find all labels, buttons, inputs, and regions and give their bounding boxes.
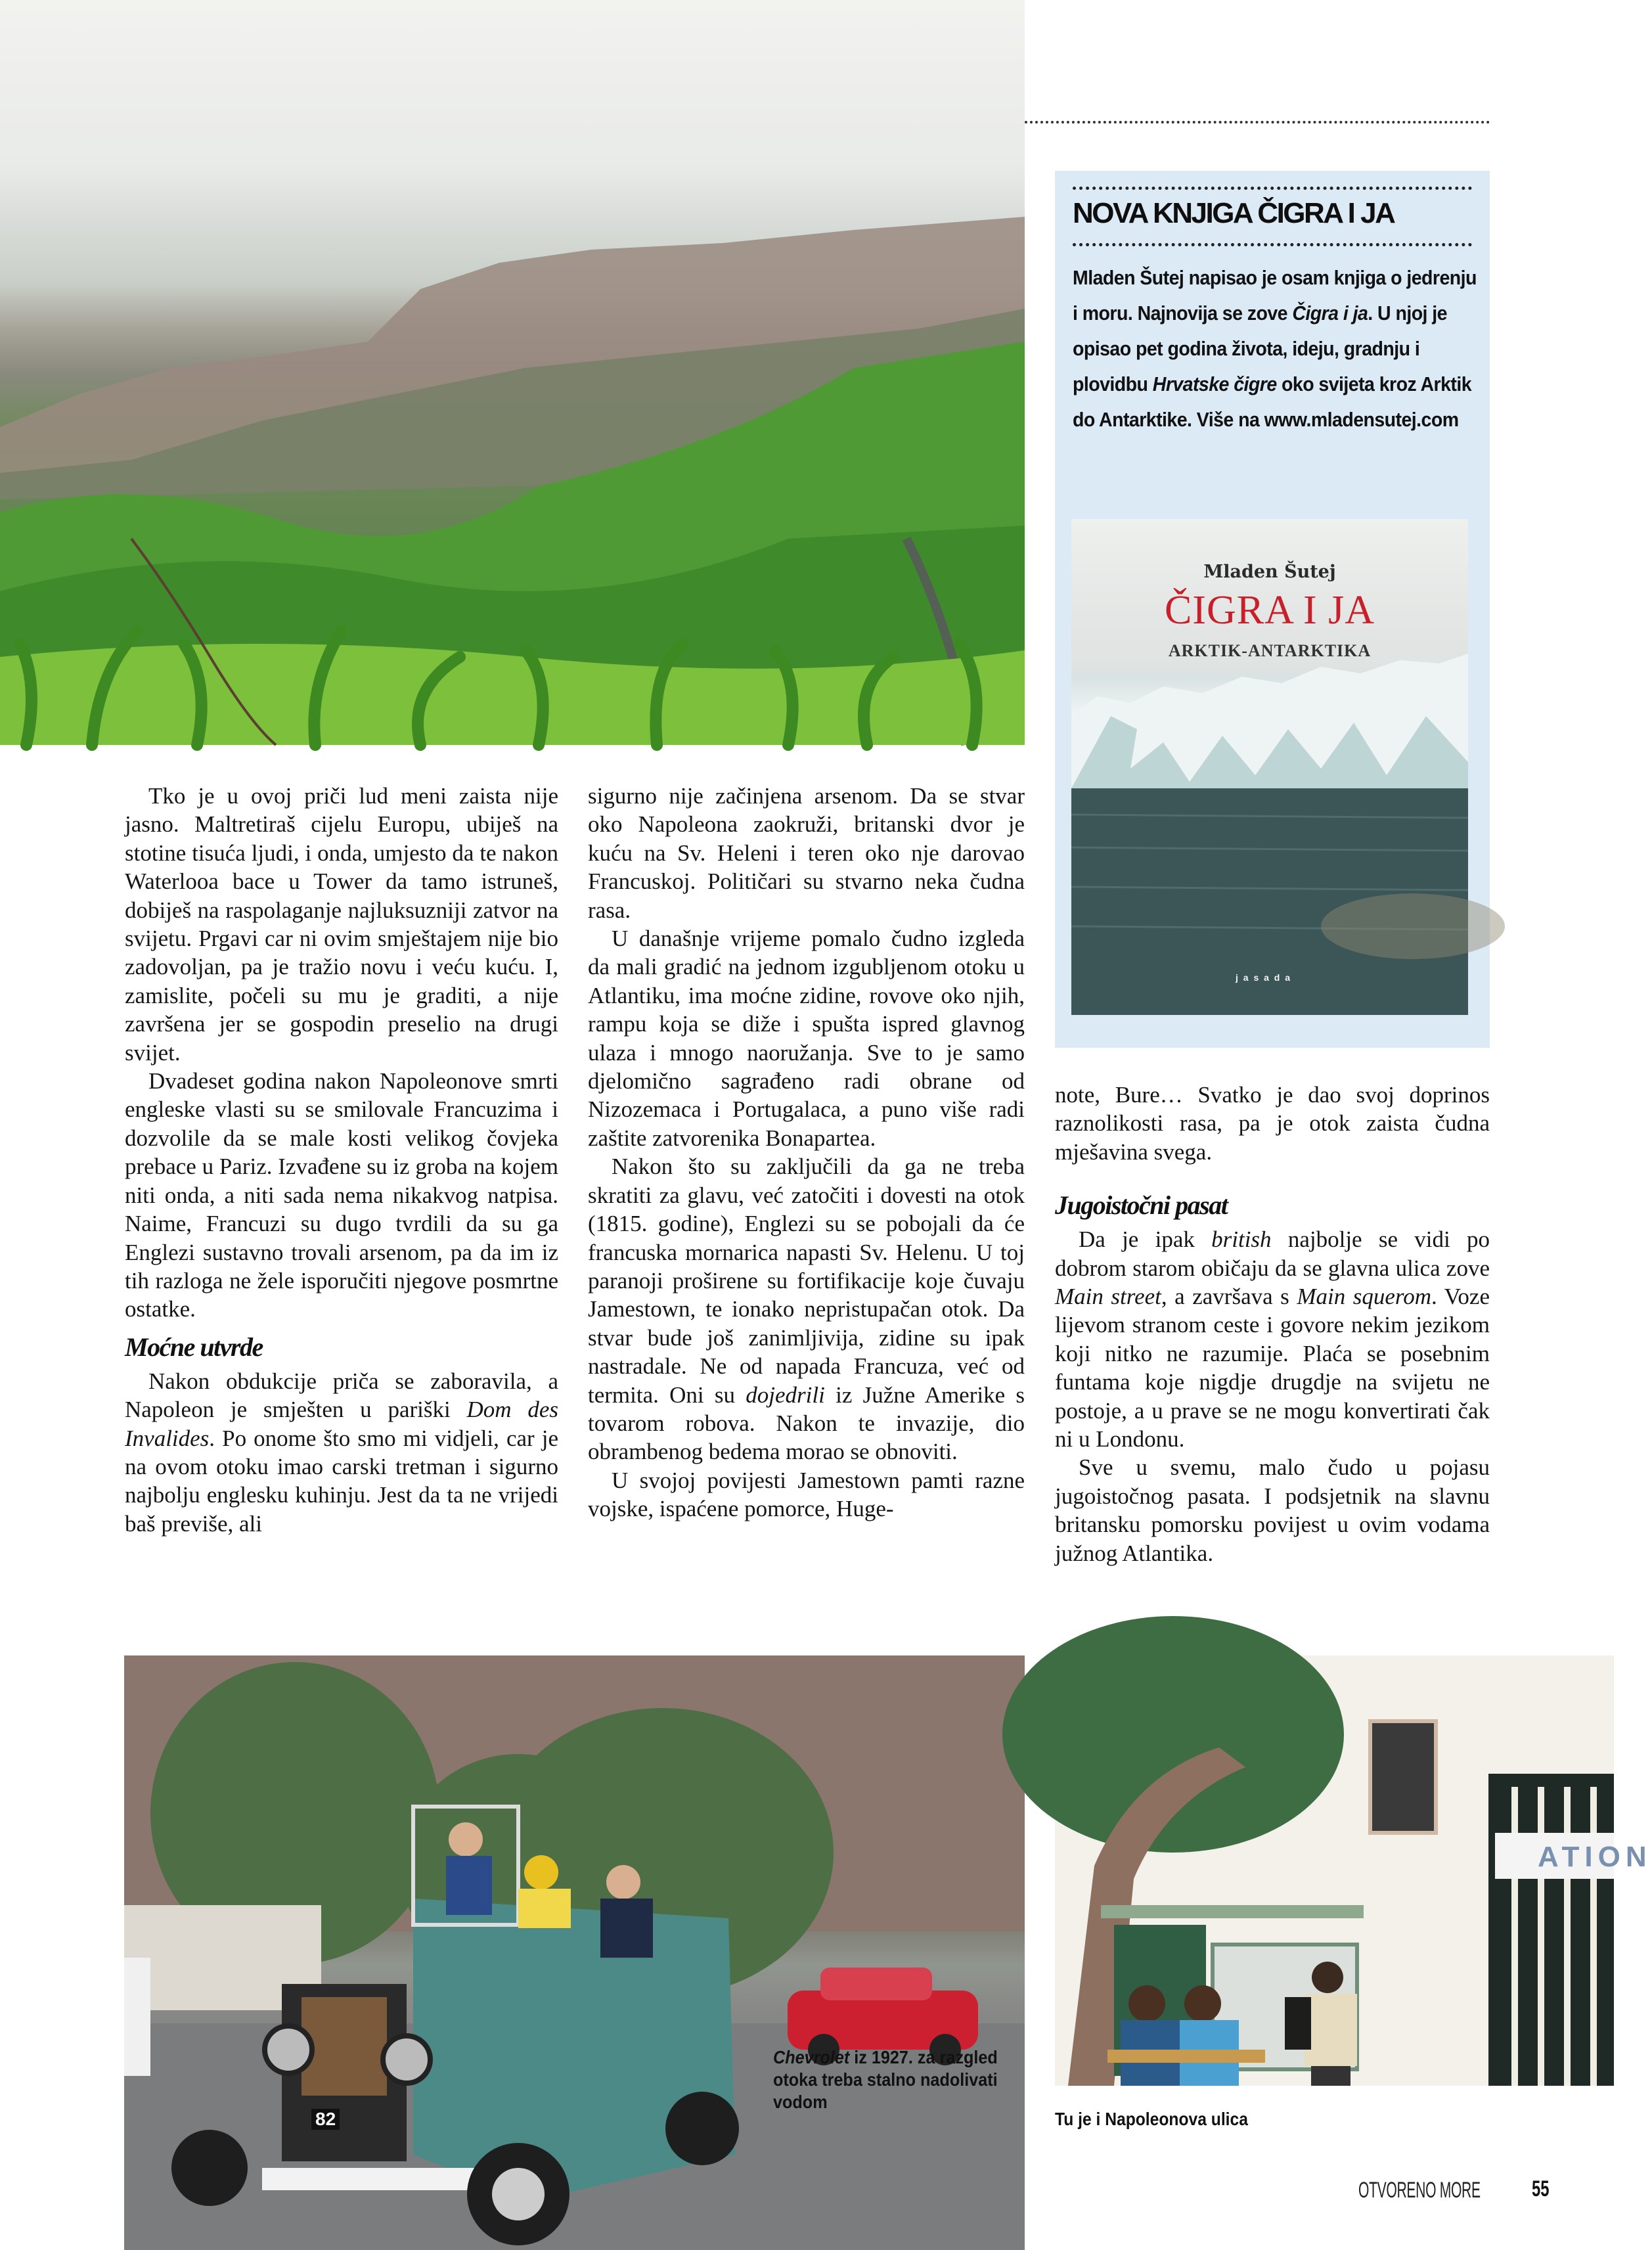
page-number: 55 [1532, 2176, 1550, 2201]
promo-blurb [1073, 260, 1484, 438]
book-title: ČIGRA I JA [1164, 588, 1375, 633]
text: Nakon obdukcije priča se zaboravila, a Napoleon je smješten u pariški [125, 1368, 558, 1423]
dotted-divider [1073, 243, 1472, 246]
license-plate: 82 [311, 2109, 340, 2130]
italic-text: Main street [1055, 1284, 1161, 1310]
caption-text: iz 1927. za razgled otoka treba stalno nadolivati vodom [773, 2047, 998, 2112]
book-subtitle: ARKTIK-ANTARKTIKA [1168, 641, 1372, 660]
italic-text: dojedrili [746, 1382, 825, 1408]
vintage-car-photo [124, 1655, 1025, 2250]
book-promo-box [1055, 171, 1490, 1048]
magazine-name: OTVORENO MORE [1358, 2178, 1481, 2203]
text: najbolje se vidi po dobrom starom običaju da se glavna ulica zove [1055, 1226, 1490, 1281]
text: . Po onome što smo mi vidjeli, car je na ovom otoku imao carski tretman i sigurno najbolju englesku kuhinju. Jest da ta ne vrijedi baš previše, ali [125, 1425, 558, 1537]
street-illustration [1055, 1655, 1614, 2086]
hero-landscape-photo [0, 0, 1025, 745]
promo-heading: NOVA KNJIGA ČIGRA I JA [1073, 197, 1395, 229]
dotted-divider [1073, 187, 1472, 190]
blurb-text: oko svijeta kroz Arktik do Antarktike. Više na www.mladensutej.com [1073, 372, 1472, 431]
top-dotted-rule [1025, 121, 1490, 124]
paragraph: Dvadeset godina nakon Napoleonove smrti engleske vlasti su se smilovale Francuzima i dozvolile da se male kosti velikog čovjeka prebace u Pariz. Izvađene su iz groba na kojem niti onda, a niti sada nema nikakvog natpisa. Naime, Francuzi su dugo tvrdili da su ga Englezi sustavno trovali arsenom, pa da im iz tih razloga ne žele isporučiti njegove posmrtne ostatke. [125, 1068, 558, 1322]
italic-text: british [1211, 1226, 1272, 1253]
paragraph: U današnje vrijeme pomalo čudno izgleda da mali gradić na jednom izgubljenom otoku u Atlantiku, ima moćne zidine, rovove oko njih, rampu koja se diže i spušta ispred glavnog ulaza i mnogo naoružanja. Sve to je samo djelomično sagrađeno radi obrane od Nizozemaca i Portugalaca, a puno više radi zaštite zatvorenika Bonapartea. [588, 926, 1025, 1151]
paragraph: U svojoj povijesti Jamestown pamti razne vojske, ispaćene pomorce, Huge- [588, 1467, 1025, 1522]
subheading-mocne-utvrde: Moćne utvrde [125, 1332, 263, 1362]
paragraph: sigurno nije začinjena arsenom. Da se stvar oko Napoleona zaokruži, britanski dvor je kuću na Sv. Heleni i teren oko nje darovao Francuskoj. Političari su stvarno neka čudna rasa. [588, 783, 1025, 923]
italic-text: Dom des Invalides [125, 1397, 558, 1451]
paragraph: Sve u svemu, malo čudo u pojasu jugoistočnog pasata. I podsjetnik na slavnu britansku pomorsku povijest u ovim vodama južnog Atlantika. [1055, 1454, 1490, 1566]
text: iz Južne Amerike s tovarom robova. Nakon te invazije, dio obrambenog bedema morao se obnoviti. [588, 1382, 1025, 1465]
boat-name-italic: Hrvatske čigre [1152, 372, 1277, 395]
paragraph [588, 1152, 1025, 1466]
article-column-2 [588, 782, 1025, 1523]
paragraph: note, Bure… Svatko je dao svoj doprinos raznolikosti rasa, pa je otok zaista čudna mješavina svega. [1055, 1082, 1490, 1165]
caption-italic: Chevrolet [773, 2047, 850, 2067]
text: , a završava s [1161, 1284, 1297, 1310]
landscape-illustration [0, 0, 1025, 745]
napoleon-street-photo [1055, 1655, 1652, 2086]
article-column-3 [1055, 1081, 1490, 1567]
text: . Voze lijevom stranom ceste i govore nekim jezikom koji nitko ne razumije. Plaća se posebnim funtama koje nigdje drugdje na svijetu ne postoje, a u prave se ne mogu konvertirati čak ni u Londonu. [1055, 1284, 1490, 1452]
text: Nakon što su zaključili da ga ne treba skratiti za glavu, već zatočiti i dovesti na otok (1815. godine), Englezi su se pobojali da će francuska mornarica napasti Sv. Helenu. U toj paranoji proširene su fortifikacije koje čuvaju Jamestown, te ionako nepristupačan otok. Da stvar bude još zanimljivija, zidine su ipak nastradale. Ne od napada Francuza, već od termita. Oni su [588, 1154, 1025, 1408]
blurb-text: Mladen Šutej napisao je osam knjiga o jedrenju i moru. Najnovija se zove [1073, 266, 1477, 325]
shop-sign: ATION [1538, 1841, 1652, 1873]
car-photo-caption [773, 2046, 1021, 2113]
paragraph: Tko je u ovoj priči lud meni zaista nije jasno. Maltretiraš cijelu Europu, ubiješ na stotine tisuća ljudi, i onda, umjesto da te nakon Waterlooa bace u Tower da tamo istruneš, dobiješ na raspolaganje najluksuzniji zatvor na svijetu. Prgavi car ni ovim smještajem nije bio zadovoljan, pa je tražio novu i veću kuću. I, zamislite, počeli su mu je graditi, a nije završena jer se gospodin preselio na drugi svijet. [125, 783, 558, 1066]
publisher-mark: j a s a d a [1236, 972, 1292, 983]
book-title-italic: Čigra i ja [1292, 302, 1368, 325]
paragraph [125, 1367, 558, 1538]
street-photo-caption: Tu je i Napoleonova ulica [1055, 2109, 1248, 2129]
car-illustration [124, 1655, 1025, 2250]
paragraph [1055, 1225, 1490, 1453]
article-column-1 [125, 782, 558, 1538]
subheading-jugoistocni-pasat: Jugoistočni pasat [1055, 1190, 1228, 1221]
book-cover-image [1071, 519, 1468, 1015]
book-author: Mladen Šutej [1203, 562, 1336, 582]
blurb-text: . U njoj je opisao pet godina života, ideju, gradnju i plovidbu [1073, 302, 1447, 395]
text: Da je ipak [1079, 1226, 1212, 1253]
italic-text: Main squerom [1297, 1284, 1432, 1310]
